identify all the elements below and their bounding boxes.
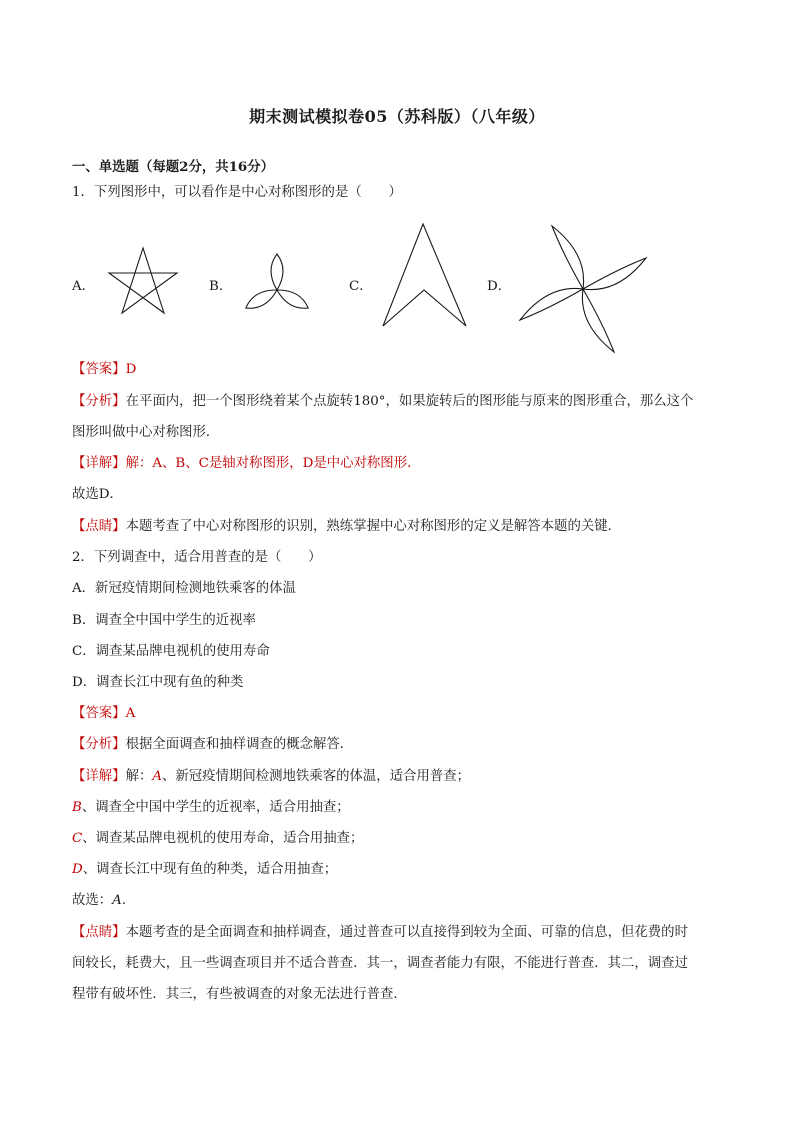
answer-value: D [125, 362, 137, 377]
q1-conclusion: 故选D． [72, 487, 123, 502]
q2-comment-cont-2: 程带有破坏性．其三，有些被调查的对象无法进行普查． [72, 987, 407, 1002]
q2-comment [72, 924, 732, 942]
detail-letter-a: A [152, 769, 163, 784]
q2-conclusion [72, 892, 732, 910]
detail-letter-b: B [72, 800, 82, 815]
q1-analysis [72, 393, 732, 411]
q2-option-c: C．调查某品牌电视机的使用寿命 [72, 644, 270, 659]
detail-line-b: 、调查全中国中学生的近视率，适合用抽查； [81, 800, 350, 815]
arrowhead-icon [380, 222, 470, 330]
q1-option-d-label: D． [487, 279, 512, 294]
conclusion-letter: A [112, 893, 122, 908]
analysis-text: 在平面内，把一个图形绕着某个点旋转180°，如果旋转后的图形能与原来的图形重合，那么这个 [125, 394, 694, 409]
q1-option-b-label: B． [209, 279, 233, 294]
star-icon [107, 247, 179, 315]
answer-tag: 【答案】 [72, 706, 126, 721]
detail-tag: 【详解】 [72, 769, 126, 784]
q1-detail [72, 455, 732, 473]
section-heading: 一、单选题（每题2分，共16分） [72, 159, 275, 175]
q1-stem: 1．下列图形中，可以看作是中心对称图形的是（ ） [72, 185, 402, 200]
comment-text: 本题考查的是全面调查和抽样调查，通过普查可以直接得到较为全面、可靠的信息，但花费的时 [125, 925, 688, 940]
q2-analysis [72, 736, 732, 754]
conclusion-suffix: ． [121, 893, 136, 908]
conclusion-prefix: 故选： [72, 893, 113, 908]
detail-letter-d: D [72, 862, 83, 877]
q2-answer [72, 705, 732, 723]
detail-text: 解：A、B、C是轴对称图形，D是中心对称图形． [125, 456, 421, 471]
q2-option-d: D．调查长江中现有鱼的种类 [72, 675, 244, 690]
q2-option-a: A．新冠疫情期间检测地铁乘客的体温 [72, 581, 296, 596]
q1-answer [72, 361, 732, 379]
q1-analysis-cont: 图形叫做中心对称图形． [72, 425, 220, 440]
detail-line-a: 、新冠疫情期间检测地铁乘客的体温，适合用普查； [162, 769, 470, 784]
detail-line-c: 、调查某品牌电视机的使用寿命，适合用抽查； [82, 831, 364, 846]
four-petal-icon [520, 224, 650, 354]
q1-option-a-label: A． [72, 279, 96, 294]
q2-detail-d [72, 861, 732, 879]
comment-tag: 【点睛】 [72, 519, 126, 534]
q2-stem: 2．下列调查中，适合用普查的是（ ） [72, 550, 322, 565]
detail-line-d: 、调查长江中现有鱼的种类，适合用抽查； [82, 862, 338, 877]
answer-value: A [125, 706, 136, 721]
q2-option-b: B．调查全中国中学生的近视率 [72, 613, 256, 628]
detail-letter-c: C [72, 831, 83, 846]
comment-text: 本题考查了中心对称图形的识别，熟练掌握中心对称图形的定义是解答本题的关键． [125, 519, 622, 534]
answer-tag: 【答案】 [72, 362, 126, 377]
q1-comment [72, 518, 732, 536]
q2-detail-b [72, 799, 732, 817]
comment-tag: 【点睛】 [72, 925, 126, 940]
q2-detail-c [72, 830, 732, 848]
q1-option-c-label: C． [349, 279, 373, 294]
three-petal-icon [243, 252, 311, 314]
detail-tag: 【详解】 [72, 456, 126, 471]
detail-prefix: 解： [125, 769, 153, 784]
analysis-text: 根据全面调查和抽样调查的概念解答． [125, 737, 354, 752]
analysis-tag: 【分析】 [72, 394, 126, 409]
q2-comment-cont-1: 间较长，耗费大，且一些调查项目并不适合普查．其一，调查者能力有限，不能进行普查．其二，调查过 [72, 956, 688, 971]
page-title: 期末测试模拟卷05（苏科版）（八年级） [249, 107, 545, 126]
analysis-tag: 【分析】 [72, 737, 126, 752]
q2-detail [72, 768, 732, 786]
